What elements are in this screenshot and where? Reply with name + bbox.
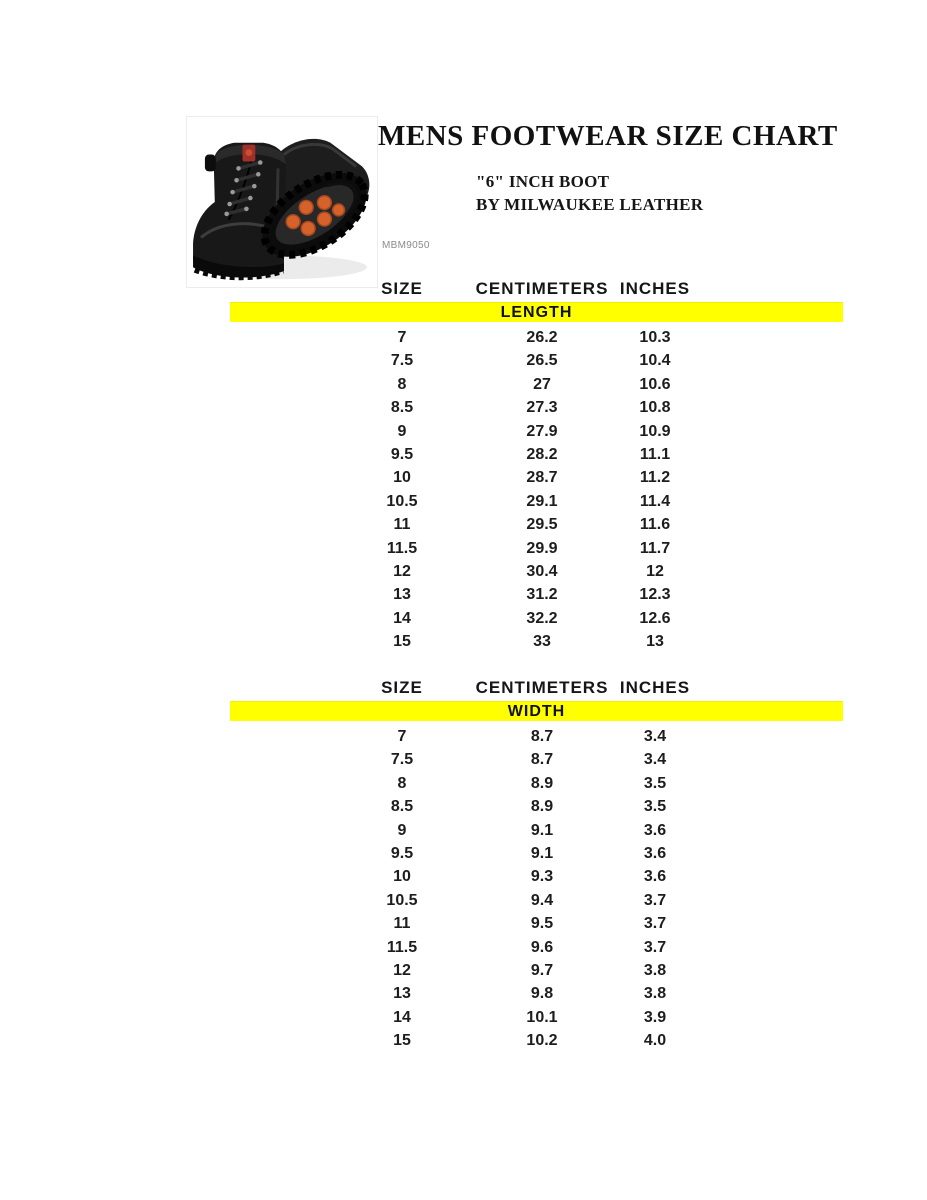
size-cell: 14 — [393, 609, 411, 627]
inches-cell: 10.6 — [639, 375, 671, 393]
centimeters-cell: 9.5 — [530, 915, 554, 933]
inches-cell: 3.5 — [643, 774, 667, 792]
inches-cell: 10.4 — [639, 352, 671, 370]
inches-cell: 4.0 — [643, 1032, 667, 1050]
table-row — [230, 982, 843, 1005]
centimeters-cell: 29.5 — [526, 516, 558, 534]
column-header-inches: INCHES — [619, 678, 691, 697]
inches-cell: 3.6 — [643, 821, 667, 839]
centimeters-cell: 29.1 — [526, 492, 558, 510]
centimeters-cell: 27.3 — [526, 399, 558, 417]
inches-cell: 3.7 — [643, 938, 667, 956]
size-cell: 8.5 — [390, 798, 414, 816]
inches-cell: 3.6 — [643, 844, 667, 862]
subtitle-line1: "6" INCH BOOT — [476, 172, 610, 191]
centimeters-cell: 26.2 — [526, 329, 558, 346]
inches-cell: 12.3 — [639, 586, 671, 604]
table-row — [230, 725, 843, 748]
centimeters-cell: 8.7 — [530, 751, 554, 769]
size-cell: 10.5 — [386, 891, 418, 909]
column-header-size: SIZE — [381, 279, 423, 298]
centimeters-cell: 8.9 — [530, 798, 554, 816]
inches-cell: 3.8 — [643, 961, 667, 979]
centimeters-cell: 9.8 — [530, 985, 554, 1003]
inches-cell: 11.4 — [639, 492, 671, 510]
inches-cell: 10.3 — [639, 329, 671, 346]
table-row — [230, 1006, 843, 1029]
table-row — [230, 912, 843, 935]
size-cell: 13 — [393, 985, 411, 1003]
inches-cell: 3.5 — [643, 798, 667, 816]
centimeters-cell: 32.2 — [526, 609, 558, 627]
length-column-headers — [230, 279, 843, 302]
table-row — [230, 795, 843, 818]
inches-cell: 11.7 — [639, 539, 671, 557]
table-row — [230, 537, 843, 560]
centimeters-cell: 30.4 — [526, 562, 558, 580]
table-row — [230, 819, 843, 842]
table-row — [230, 748, 843, 771]
size-cell: 7.5 — [390, 751, 414, 769]
size-cell: 10.5 — [386, 492, 418, 510]
width-section-banner: WIDTH — [230, 701, 843, 721]
table-row — [230, 349, 843, 372]
length-table — [230, 279, 843, 653]
table-row — [230, 420, 843, 443]
centimeters-cell: 9.1 — [530, 844, 554, 862]
size-cell: 14 — [393, 1008, 411, 1026]
size-cell: 9 — [397, 821, 407, 839]
table-row — [230, 842, 843, 865]
table-row — [230, 959, 843, 982]
table-row — [230, 513, 843, 536]
table-row — [230, 889, 843, 912]
page-title: MENS FOOTWEAR SIZE CHART — [378, 120, 838, 152]
width-rows — [230, 725, 843, 1052]
inches-cell: 3.8 — [643, 985, 667, 1003]
width-column-headers — [230, 678, 843, 701]
table-row — [230, 865, 843, 888]
column-header-centimeters: CENTIMETERS — [475, 678, 609, 697]
size-cell: 12 — [393, 961, 411, 979]
table-row — [230, 583, 843, 606]
product-photo — [186, 116, 378, 288]
size-cell: 12 — [393, 562, 411, 580]
inches-cell: 11.6 — [639, 516, 671, 534]
centimeters-cell: 9.6 — [530, 938, 554, 956]
inches-cell: 10.8 — [639, 399, 671, 417]
centimeters-cell: 26.5 — [526, 352, 558, 370]
length-section-banner: LENGTH — [230, 302, 843, 322]
centimeters-cell: 8.9 — [530, 774, 554, 792]
table-row — [230, 326, 843, 349]
size-cell: 11.5 — [386, 938, 418, 956]
table-row — [230, 1029, 843, 1052]
table-row — [230, 630, 843, 653]
size-cell: 7.5 — [390, 352, 414, 370]
centimeters-cell: 9.1 — [530, 821, 554, 839]
logo-tag-icon — [242, 145, 255, 162]
table-row — [230, 373, 843, 396]
centimeters-cell: 27 — [533, 375, 551, 393]
table-row — [230, 560, 843, 583]
centimeters-cell: 8.7 — [530, 728, 554, 745]
table-row — [230, 772, 843, 795]
centimeters-cell: 33 — [533, 633, 551, 651]
column-header-size: SIZE — [381, 678, 423, 697]
size-cell: 9 — [397, 422, 407, 440]
size-cell: 8.5 — [390, 399, 414, 417]
table-row — [230, 466, 843, 489]
inches-cell: 3.7 — [643, 915, 667, 933]
model-code: MBM9050 — [382, 240, 430, 251]
inches-cell: 10.9 — [639, 422, 671, 440]
inches-cell: 11.2 — [639, 469, 671, 487]
size-cell: 10 — [393, 868, 411, 886]
inches-cell: 12.6 — [639, 609, 671, 627]
inches-cell: 13 — [646, 633, 664, 651]
centimeters-cell: 10.1 — [526, 1008, 558, 1026]
centimeters-cell: 9.4 — [530, 891, 554, 909]
size-cell: 7 — [397, 329, 407, 346]
size-cell: 11 — [393, 915, 411, 933]
table-row — [230, 607, 843, 630]
column-header-inches: INCHES — [619, 279, 691, 298]
size-cell: 15 — [393, 1032, 411, 1050]
product-subtitle — [476, 170, 703, 216]
size-cell: 13 — [393, 586, 411, 604]
inches-cell: 11.1 — [639, 445, 671, 463]
inches-cell: 3.7 — [643, 891, 667, 909]
table-row — [230, 443, 843, 466]
inches-cell: 3.4 — [643, 728, 667, 745]
centimeters-cell: 28.2 — [526, 445, 558, 463]
inches-cell: 3.6 — [643, 868, 667, 886]
size-cell: 8 — [397, 375, 407, 393]
width-table — [230, 678, 843, 1052]
centimeters-cell: 10.2 — [526, 1032, 558, 1050]
inches-cell: 3.4 — [643, 751, 667, 769]
size-cell: 9.5 — [390, 844, 414, 862]
centimeters-cell: 27.9 — [526, 422, 558, 440]
length-rows — [230, 326, 843, 653]
size-cell: 11 — [393, 516, 411, 534]
subtitle-line2: BY MILWAUKEE LEATHER — [476, 195, 704, 214]
centimeters-cell: 9.3 — [530, 868, 554, 886]
size-cell: 7 — [397, 728, 407, 745]
table-row — [230, 396, 843, 419]
inches-cell: 3.9 — [643, 1008, 667, 1026]
size-cell: 15 — [393, 633, 411, 651]
size-cell: 9.5 — [390, 445, 414, 463]
centimeters-cell: 28.7 — [526, 469, 558, 487]
table-row — [230, 490, 843, 513]
size-cell: 8 — [397, 774, 407, 792]
size-cell: 11.5 — [386, 539, 418, 557]
centimeters-cell: 29.9 — [526, 539, 558, 557]
centimeters-cell: 31.2 — [526, 586, 558, 604]
size-cell: 10 — [393, 469, 411, 487]
centimeters-cell: 9.7 — [530, 961, 554, 979]
boots-illustration — [187, 117, 377, 287]
inches-cell: 12 — [646, 562, 664, 580]
table-row — [230, 936, 843, 959]
column-header-centimeters: CENTIMETERS — [475, 279, 609, 298]
